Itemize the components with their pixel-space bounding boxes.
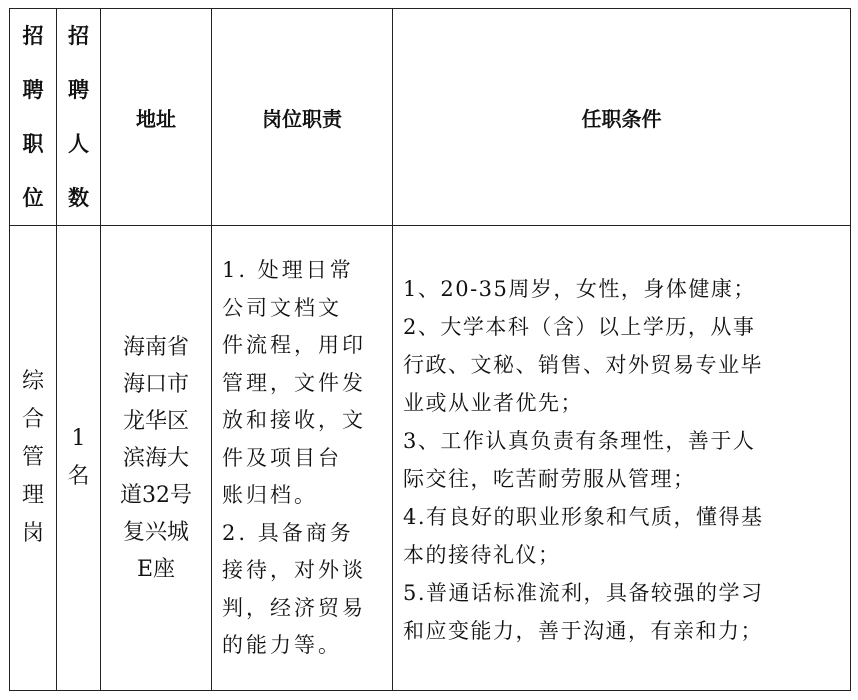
requirement-line: 本的接待礼仪； [403,543,561,567]
position-char: 综 [21,369,44,394]
duties-line: 件流程，用印 [222,333,366,357]
requirement-line: 3、工作认真负责有条理性，善于人 [403,429,756,453]
duties-line: 接待，对外谈 [222,558,366,582]
duties-line: 1. 处理日常 [222,258,354,282]
position-char: 管 [21,445,44,470]
header-position-char: 位 [22,185,44,210]
address-line: 滨海大 [122,445,189,471]
job-row [10,226,851,691]
duties-line: 管理，文件发 [222,370,366,395]
requirement-line: 1、20-35周岁，女性，身体健康； [403,277,756,301]
duties-line: 件及项目台 [222,445,342,470]
duties-cell [212,226,393,691]
requirement-line: 4.有良好的职业形象和气质，懂得基 [403,505,764,529]
duties-line: 账归档。 [222,483,318,507]
requirements-cell [393,226,851,691]
count-cell [57,226,101,691]
address-line: 复兴城 [122,519,189,545]
position-char: 岗 [21,521,44,546]
header-requirements: 任职条件 [393,9,851,226]
duties-line: 2. 具备商务 [222,520,354,545]
requirement-line: 业或从业者优先； [403,391,583,415]
header-count-char: 招 [68,23,89,48]
header-count-char: 人 [68,131,89,156]
position-char: 合 [21,407,44,432]
header-count-char: 聘 [68,77,89,102]
address-line: E座 [136,556,176,582]
duties-line: 的能力等。 [222,633,342,657]
duties-line: 公司文档文 [222,295,342,320]
requirement-line: 际交往，吃苦耐劳服从管理； [403,467,696,491]
address-line: 海口市 [122,371,189,397]
position-char: 理 [21,483,44,508]
duties-line: 放和接收，文 [222,408,366,432]
requirement-line: 行政、文秘、销售、对外贸易专业毕 [403,353,763,377]
duties-line: 判，经济贸易 [222,595,366,620]
count-char: 1 [71,426,86,451]
header-count-char: 数 [68,185,89,210]
recruitment-table [9,8,851,691]
address-line: 龙华区 [122,408,189,434]
header-row [10,9,851,226]
header-position [10,9,57,226]
header-address: 地址 [101,9,212,226]
header-duties: 岗位职责 [212,9,393,226]
requirement-line: 2、大学本科（含）以上学历，从事 [403,315,756,339]
header-count [57,9,101,226]
requirement-line: 和应变能力，善于沟通，有亲和力； [403,619,763,643]
header-position-char: 聘 [22,77,44,102]
address-line: 海南省 [122,334,189,360]
address-cell [101,226,212,691]
requirement-line: 5.普通话标准流利，具备较强的学习 [403,581,764,605]
count-char: 名 [67,464,90,489]
header-position-char: 招 [22,23,44,48]
position-cell [10,226,57,691]
address-line: 道32号 [120,482,192,508]
header-position-char: 职 [22,131,44,156]
